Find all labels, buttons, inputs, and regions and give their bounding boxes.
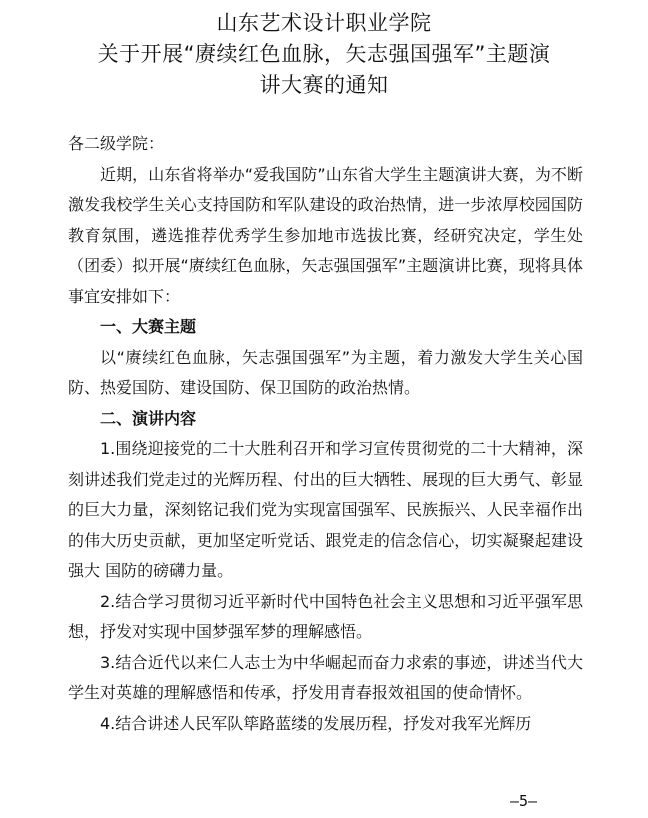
page-number: —5— [510,792,538,810]
content-item-3: 3.结合近代以来仁人志士为中华崛起而奋力求索的事迹，讲述当代大学生对英雄的理解感悟和传承，抒发用青春报效祖国的使命情怀。 [68,652,583,702]
title-line-notice-2: 讲大赛的通知 [259,73,389,97]
section-heading-theme: 一、大赛主题 [100,317,197,336]
title-line-school: 山东艺术设计职业学院 [216,11,432,35]
content-item-2: 2.结合学习贯彻习近平新时代中国特色社会主义思想和习近平强军思想，抒发对实现中国梦强军梦的理解感悟。 [68,591,583,641]
document-body [68,129,583,739]
content-item-1: 1.围绕迎接党的二十大胜利召开和学习宣传贯彻党的二十大精神，深刻讲述我们党走过的光辉历程、付出的巨大牺牲、展现的巨大勇气、彰显的巨大力量，深刻铭记我们党为实现富国强军、民族振兴、人民幸福作出的伟大历史贡献，更加坚定听党话、跟党走的信念信心，切实凝聚起建设强大 国防的磅礴力量。 [68,439,583,580]
salutation: 各二级学院： [68,134,165,153]
document-title [0,8,648,101]
intro-paragraph: 近期，山东省将举办“爱我国防”山东省大学生主题演讲大赛，为不断激发我校学生关心支持国防和军队建设的政治热情，进一步浓厚校园国防教育氛围，遴选推荐优秀学生参加地市选拔比赛，经研究决定，学生处（团委）拟开展“赓续红色血脉，矢志强国强军”主题演讲比赛，现将具体事宜安排如下： [68,164,583,306]
title-line-notice-1: 关于开展“赓续红色血脉，矢志强国强军”主题演 [97,42,551,66]
theme-paragraph: 以“赓续红色血脉，矢志强国强军”为主题，着力激发大学生关心国防、热爱国防、建设国防、保卫国防的政治热情。 [68,347,583,397]
content-item-4: 4.结合讲述人民军队筚路蓝缕的发展历程，抒发对我军光辉历 [100,713,532,733]
section-heading-content: 二、演讲内容 [100,408,197,428]
